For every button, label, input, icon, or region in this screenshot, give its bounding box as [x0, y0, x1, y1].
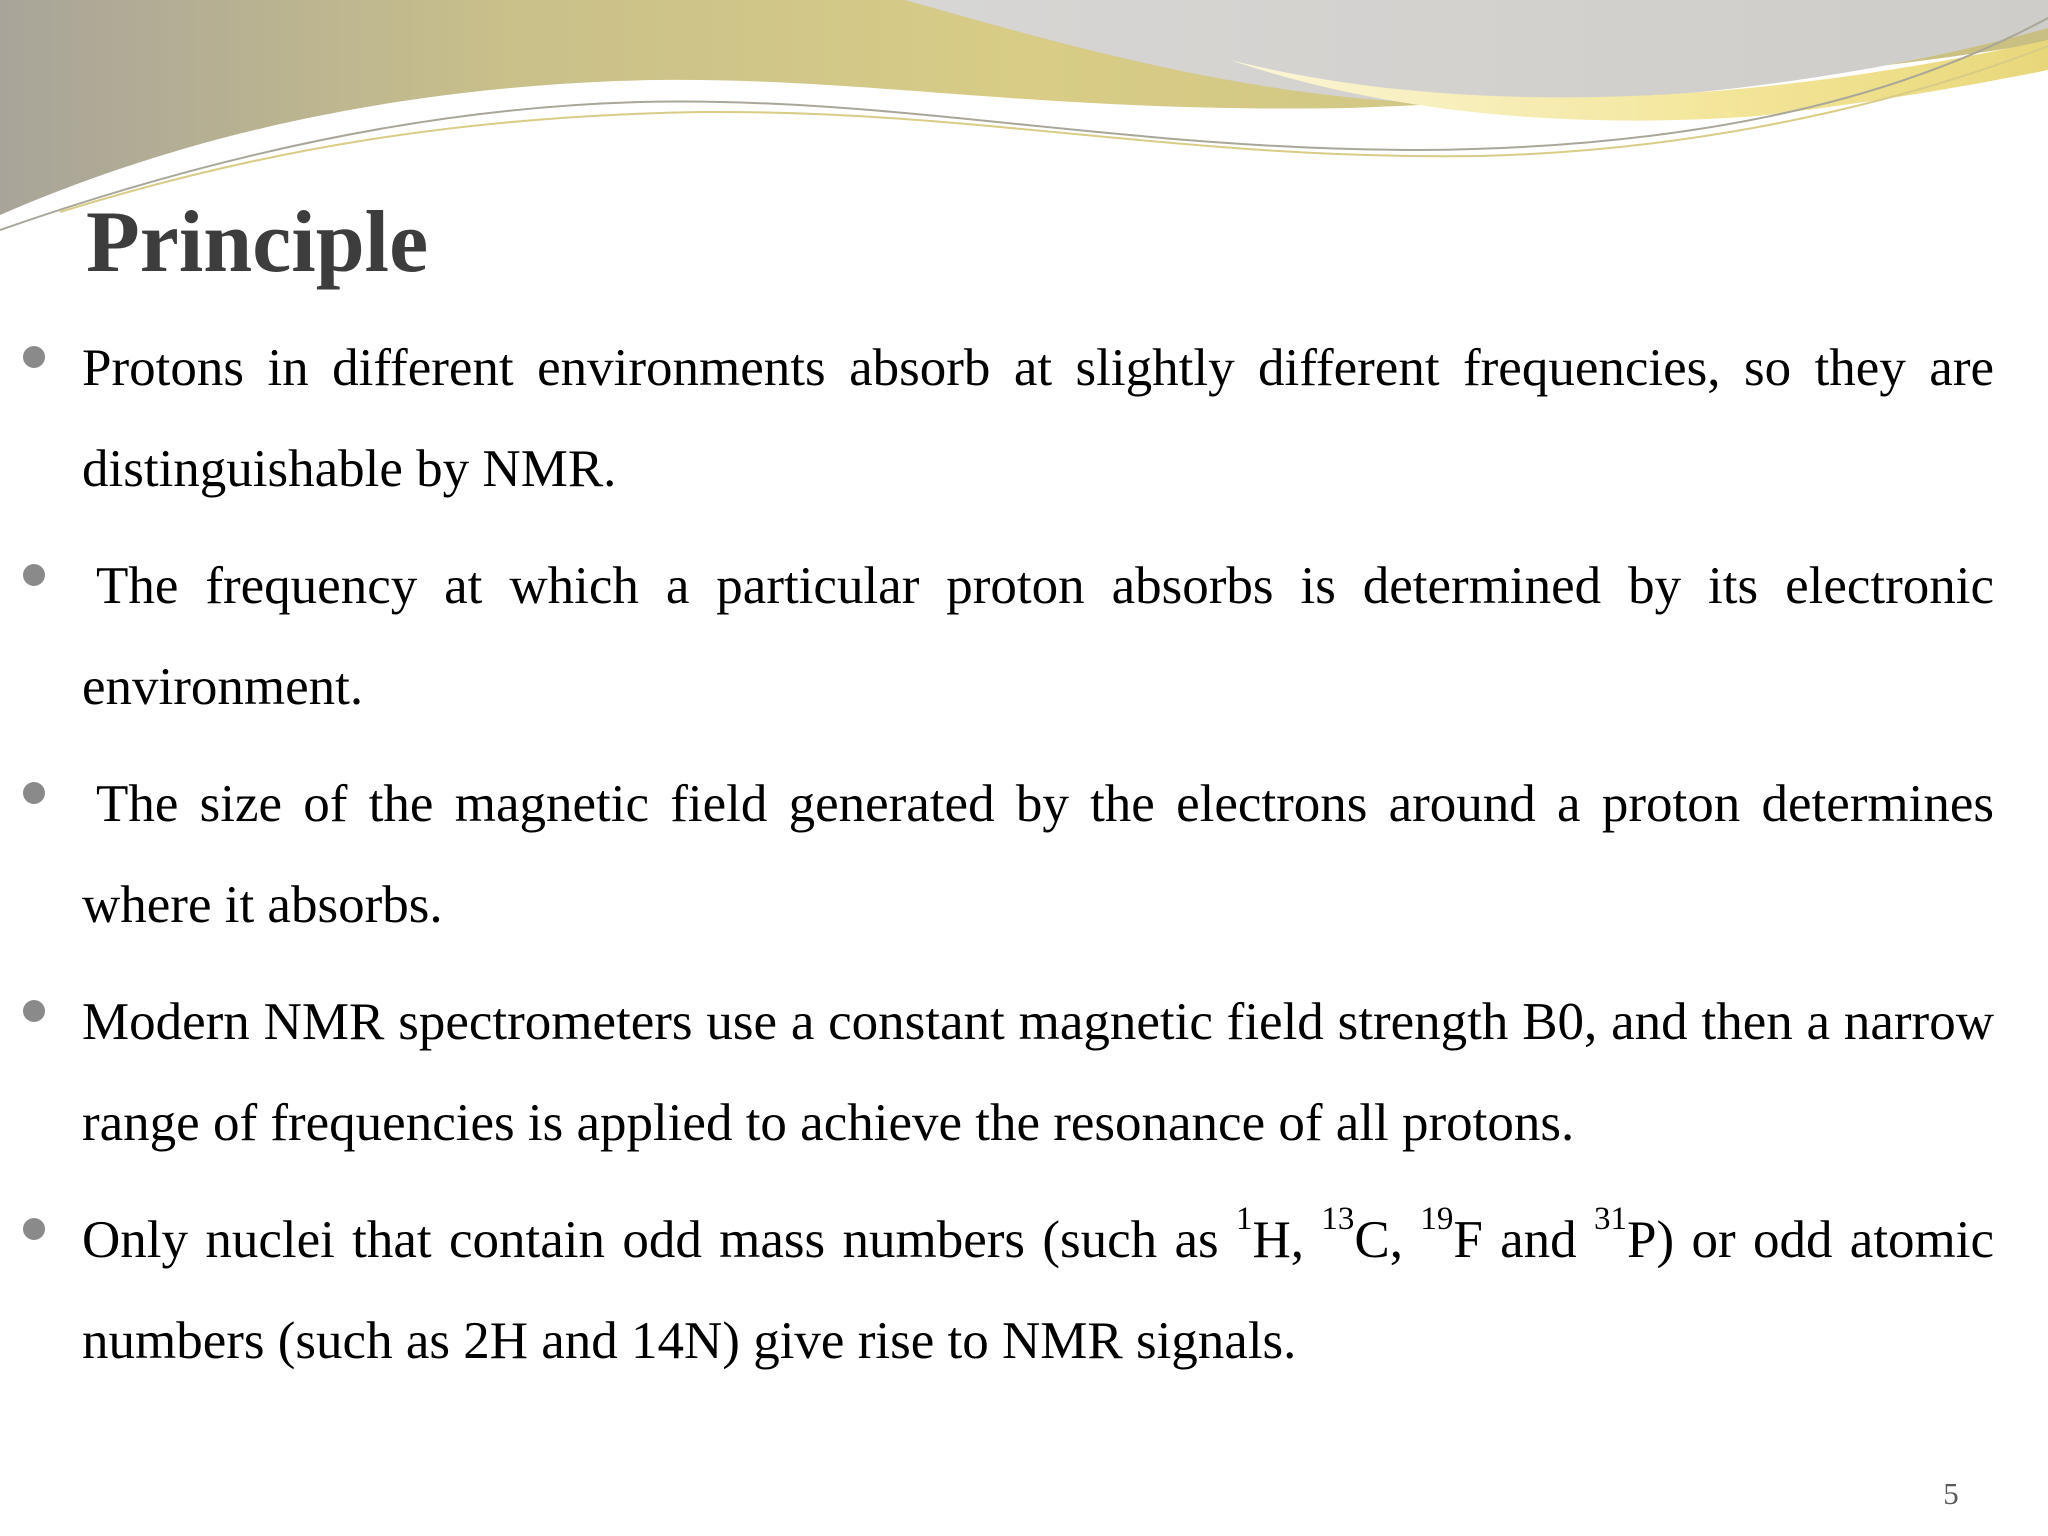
bullet-dot-icon — [23, 782, 45, 804]
bullet-list — [0, 318, 2048, 1408]
bullet-dot-icon — [23, 346, 45, 368]
page-number: 5 — [1943, 1476, 1959, 1511]
bullet-text-segment: F and — [1453, 1211, 1594, 1269]
bullet-text-segment: H, — [1252, 1211, 1322, 1269]
bullet-item — [0, 318, 2048, 536]
bullet-text: Modern NMR spectrometers use a constant magnetic field strength B0, and then a narrow range of frequencies is applied to achieve the resonance of all protons. — [82, 993, 1994, 1152]
mass-number-superscript: 13 — [1321, 1200, 1355, 1237]
bullet-item — [0, 754, 2048, 972]
bullet-text: The frequency at which a particular proton absorbs is determined by its electronic environment. — [82, 557, 1994, 716]
slide-title: Principle — [86, 194, 429, 291]
mass-number-superscript: 31 — [1594, 1200, 1627, 1237]
bullet-item — [0, 536, 2048, 754]
mass-number-superscript: 19 — [1420, 1200, 1454, 1237]
bullet-dot-icon — [23, 1218, 45, 1240]
bullet-text: Protons in different environments absorb at slightly different frequencies, so they are distinguishable by NMR. — [82, 339, 1994, 498]
mass-number-superscript: 1 — [1235, 1200, 1253, 1237]
bullet-item — [0, 1190, 2048, 1408]
bullet-text: The size of the magnetic field generated by the electrons around a proton determines where it absorbs. — [82, 775, 1994, 934]
bullet-dot-icon — [23, 564, 45, 586]
bullet-text-segment: P) or odd atomic numbers (such as 2H and 14N) give rise to NMR signals. — [82, 1211, 1995, 1370]
bullet-item — [0, 972, 2048, 1190]
bullet-dot-icon — [23, 1000, 45, 1022]
bullet-text — [82, 1190, 1994, 1392]
bullet-text-segment: C, — [1354, 1211, 1421, 1269]
bullet-text-segment: Only nuclei that contain odd mass numbers (such as — [82, 1211, 1236, 1269]
